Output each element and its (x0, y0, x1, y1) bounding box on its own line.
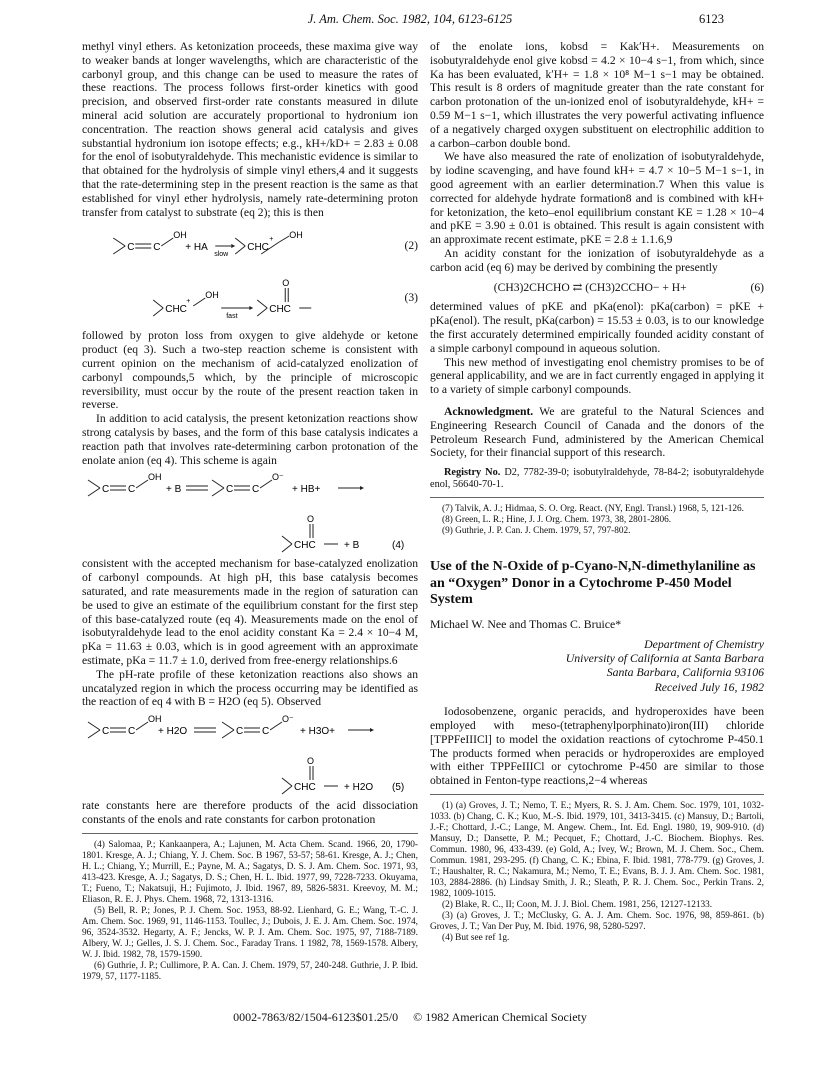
page-footer (0, 1010, 820, 1025)
footnote: (2) Blake, R. C., II; Coon, M. J. J. Biol. Chem. 1981, 256, 12127-12133. (442, 899, 713, 910)
svg-text:O⁻: O⁻ (272, 472, 284, 483)
equation-number: (6) (750, 280, 764, 294)
footnote: (4) But see ref 1g. (442, 932, 510, 943)
svg-text:C: C (102, 484, 110, 496)
footnote-divider (430, 497, 764, 498)
footnote: (1) (a) Groves, J. T.; Nemo, T. E.; Myers, R. S. J. Am. Chem. Soc. 1979, 101, 1032-1033. (b) Chang, C. K.; Kuo, M.-S. Ibid. 1979, 101, 3413-3415. (c) Mansuy, D.; Bartoli, J.-F.; Chottard, J.-C.; Lange, M. Angew. Chem., Int. Ed. Engl. 1980, 19, 909-910. (d) Mansuy, D.; Dansette, P. M.; Pecquet, F.; Chottard, J.-C. Biochem. Biophys. Res. Commun. 1980, 96, 433-439. (e) Gold, A.; Ivey, W.; Brown, M. J. Chem. Soc., Chem. Commun. 1981, 293-295. (f) Chang, C. K.; Ebina, F. Ibid. 1981, 778-779. (g) Groves, J. T.; Haushalter, R. C.; Nakamura, M.; Nemo, T. E.; Evans, B. J. J. Am. Chem. Soc. 1981, 103, 2884-2886. (h) Lindsay Smith, J. R.; Sleath, P. R. J. Chem. Soc., Perkin Trans. 2, 1982, 1009-1015. (430, 800, 764, 899)
base-catalysis-scheme (82, 470, 418, 554)
equation-text: (CH3)2CHCHO ⇄ (CH3)2CCHO− + H+ (493, 280, 687, 294)
affiliation-line: Department of Chemistry (644, 637, 764, 652)
paragraph: of the enolate ions, kobsd = KakʹH+. Measurements on isobutyraldehyde enol give kobsd = 4.2 × 10−4 s−1, from which, since Ka has been evaluated, kʹH+ = 1.8 × 10⁸ M−1 s−1 may be obtained. This result is 8 orders of magnitude greater than the rate constant for carbon protonation of the un-ionized enol of isobutyraldehyde, kH+ = 0.59 M−1 s−1, which illustrates the very powerful activating influence of a negatively charged oxygen substituent on electrophilic addition to a carbon–carbon double bond. (430, 40, 764, 150)
paragraph: consistent with the accepted mechanism for base-catalyzed enolization of carbonyl compounds. At high pH, this base catalysis becomes saturated, and rate measurements made in the region of saturation can be used to give an estimate of the equilibrium constant for the first step of this base-catalyzed route (eq 4). Measurements made on the enol of isobutyraldehyde lead to the enol acidity constant Ka = 2.4 × 10−4 M, pKa = 11.63 ± 0.03, which is in good agreement with an approximate estimate, pKa = 11.7 ± 1.0, derived from free-energy relationships.6 (82, 557, 418, 667)
svg-text:+ H2O: + H2O (158, 726, 188, 738)
svg-text:CHC: CHC (294, 540, 316, 552)
equation-number: (2) (404, 239, 418, 253)
footnote: (5) Bell, R. P.; Jones, P. J. Chem. Soc. 1953, 88-92. Lienhard, G. E.; Wang, T.-C. J. Am. Chem. Soc. 1969, 91, 1146-1153. Toullec, J.; Dubois, J. E. J. Am. Chem. Soc. 1974, 96, 3524-3532. Hegarty, A. F.; Jencks, W. P. J. Am. Chem. Soc. 1975, 97, 7188-7189. Albery, W. J.; Gelles, J. S. J. Chem. Soc., Faraday Trans. 1 1982, 78, 1569-1578. Albery, W. J. Ibid. 1982, 78, 1579-1590. (82, 905, 418, 960)
registry-heading: Registry No. (444, 467, 501, 479)
paragraph: The pH-rate profile of these ketonization reactions also shows an uncatalyzed region in which the process occurring may be identified as the reaction of eq 4 with B = H2O (eq 5). Observed (82, 667, 418, 709)
svg-text:C: C (262, 726, 270, 738)
footnote: (8) Green, L. R.; Hine, J. J. Org. Chem. 1973, 38, 2801-2806. (442, 515, 672, 526)
article-code: 0002-7863/82/1504-6123$01.25/0 (233, 1010, 399, 1024)
paragraph: This new method of investigating enol chemistry promises to be of general applicability, and we are in fact currently engaged in applying it to a variety of simple carbonyl compounds. (430, 355, 764, 397)
enol-protonation-scheme (82, 228, 404, 264)
svg-text:(4): (4) (392, 540, 405, 552)
svg-text:+ HB+: + HB+ (292, 484, 321, 496)
svg-text:fast: fast (226, 313, 238, 321)
svg-text:CHC: CHC (269, 304, 291, 316)
paragraph: Iodosobenzene, organic peracids, and hydroperoxides have been employed with meso-(tetraphenylporphinato)iron(III) chloride [TPPFeIIICl] to model the oxidation reactions of cytochrome P-450.1 The products formed when peracids or hydroperoxides are employed with either TPPFeIIICl or cytochrome P-450 are similar to those obtained in Fenton-type reactions,2−4 whereas (430, 705, 764, 788)
registry-text: D2, 7782-39-0; isobutylraldehyde, 78-84-2; isobutyraldehyde enol, 56640-70-1. (430, 467, 764, 491)
article-title: Use of the N-Oxide of p-Cyano-N,N-dimethylaniline as an “Oxygen” Donor in a Cytochrome P-450 Model System (430, 559, 756, 608)
paragraph: We have also measured the rate of enolization of isobutyraldehyde, by iodine scavenging, and have found kH+ = 4.7 × 10−5 M−1 s−1, in good agreement with an earlier determination.7 When this value is corrected for aldehyde hydrate formation8 and is combined with kH+ for ketonization, the keto–enol equilibrium constant KE = 1.28 × 10−4 and pKE = 3.90 ± 0.01 is obtained. This result is again consistent with an approximate recent estimate, pKE = 2.8 ± 1.1.6,9 (430, 150, 764, 247)
svg-text:OH: OH (148, 472, 162, 483)
paragraph: followed by proton loss from oxygen to give aldehyde or ketone product (eq 3). Such a two-step reaction scheme is consistent with current opinion on the mechanism of acid-catalyzed enolization of carbonyl compounds,5 which, by the principle of microscopic reversibility, must occur by the route of the present reaction taken in reverse. (82, 329, 418, 412)
equation-2 (82, 225, 418, 267)
svg-text:C: C (252, 484, 260, 496)
page-number: 6123 (699, 12, 724, 26)
water-catalysis-scheme (82, 712, 418, 796)
deprotonation-scheme (82, 276, 404, 320)
footnote-divider (430, 794, 764, 795)
acknowledgment-text: We are grateful to the Natural Sciences and Engineering Research Council of Canada and the donors of the Petroleum Research Fund, administered by the American Chemical Society, for their financial support of this research. (430, 404, 764, 460)
svg-text:slow: slow (214, 251, 229, 259)
article-authors: Michael W. Nee and Thomas C. Bruice* (430, 616, 622, 631)
footnote: (7) Talvik, A. J.; Hidmaa, S. O. Org. React. (NY, Engl. Transl.) 1968, 5, 121-126. (442, 504, 745, 515)
footnote: (6) Guthrie, J. P.; Cullimore, P. A. Can. J. Chem. 1979, 57, 240-248. Guthrie, J. P. Ibid. 1979, 57, 1177-1185. (82, 960, 418, 982)
affiliation (430, 637, 764, 679)
svg-text:+ B: + B (166, 484, 182, 496)
paragraph: determined values of pKE and pKa(enol): pKa(carbon) = pKE + pKa(enol). The result, pKa(carbon) = 15.53 ± 0.03, is to our knowledge the first accurately determined empirically founded acidity constant of a simple carbonyl compound in aqueous solution. (430, 300, 764, 355)
copyright: © 1982 American Chemical Society (413, 1010, 587, 1024)
svg-text:O: O (307, 756, 315, 767)
affiliation-line: University of California at Santa Barbara (565, 651, 764, 666)
footnote: (9) Guthrie, J. P. Can. J. Chem. 1979, 57, 797-802. (442, 526, 631, 537)
paragraph: methyl vinyl ethers. As ketonization proceeds, these maxima give way to weaker bands at longer wavelengths, which are characteristic of the carbonyl group, and this change can be used to measure the rates of these reactions. The process follows first-order kinetics with good precision, and observed first-order rate constants measured in dilute mineral acid solution are accurately proportional to hydronium ion concentration. The reaction shows general acid catalysis and gives substantial hydronium ion isotope effects; e.g., kH+/kD+ = 2.83 ± 0.08 for the enol of isobutyraldehyde. This mechanistic evidence is similar to that obtained for the hydrolysis of simple vinyl ethers,4 and it suggests that the rate-determining step in the present reaction is the same as that established for vinyl ether hydrolysis, namely rate-determining proton transfer from catalyst to substrate (eq 2); this is then (82, 40, 418, 219)
svg-text:C: C (127, 242, 135, 254)
svg-text:+ HA: + HA (185, 242, 208, 254)
equation-3 (82, 273, 418, 323)
equation-4 (82, 470, 418, 554)
svg-text:C: C (128, 484, 136, 496)
svg-text:OH: OH (173, 230, 187, 241)
journal-citation: J. Am. Chem. Soc. 1982, 104, 6123-6125 (307, 12, 513, 26)
equation-5 (82, 712, 418, 796)
footnotes (82, 840, 418, 983)
svg-text:C: C (153, 242, 161, 254)
svg-text:CHC: CHC (165, 304, 187, 316)
footnote: (4) Salomaa, P.; Kankaanpera, A.; Lajunen, M. Acta Chem. Scand. 1966, 20, 1790-1801. Kresge, A. J.; Chiang, Y. J. Chem. Soc. B 1967, 53-57; 58-61. Kresge, A. J.; Chen, H. L.; Chiang, Y.; Murrill, E.; Payne, M. A.; Sagatys, D. S. J. Am. Chem. Soc. 1971, 93, 413-423. Kresge, A. J.; Sagatys, D. S.; Chen, H. L. Ibid. 1977, 99, 7228-7233. Okuyama, T.; Fueno, T.; Nakatsuji, H.; Fujimoto, J. Ibid. 1967, 89, 5826-5831. Kreevoy, M. M.; Eliason, R. E. J. Phys. Chem. 1968, 72, 1313-1316. (82, 839, 418, 905)
svg-text:+ B: + B (344, 540, 360, 552)
svg-text:+: + (186, 298, 191, 306)
svg-text:C: C (128, 726, 136, 738)
registry-numbers (430, 467, 764, 491)
affiliation-line: Santa Barbara, California 93106 (606, 665, 764, 680)
acknowledgment (430, 405, 764, 460)
svg-text:(5): (5) (392, 782, 405, 794)
right-column (430, 40, 764, 944)
svg-text:C: C (226, 484, 234, 496)
left-column (82, 40, 418, 983)
svg-text:O⁻: O⁻ (282, 714, 294, 725)
footnotes (430, 504, 764, 537)
svg-text:CHC: CHC (247, 242, 269, 254)
svg-text:O: O (282, 278, 290, 289)
paragraph: rate constants here are therefore products of the acid dissociation constants of the enols and rate constants for carbon protonation (82, 799, 418, 826)
paragraph: An acidity constant for the ionization of isobutyraldehyde as a carbon acid (eq 6) may be derived by combining the presently (430, 246, 764, 274)
svg-text:+ H3O+: + H3O+ (300, 726, 336, 738)
svg-text:C: C (102, 726, 110, 738)
svg-text:CHC: CHC (294, 782, 316, 794)
svg-text:+: + (269, 236, 274, 244)
acknowledgment-heading: Acknowledgment. (444, 404, 534, 418)
svg-text:+ H2O: + H2O (344, 782, 374, 794)
equation-number: (3) (404, 291, 418, 305)
svg-text:OH: OH (205, 290, 219, 301)
svg-text:OH: OH (289, 230, 303, 241)
footnote: (3) (a) Groves, J. T.; McClusky, G. A. J. Am. Chem. Soc. 1976, 98, 859-861. (b) Groves, J. T.; Van Der Puy, M. Ibid. 1976, 98, 5280-5297. (430, 910, 764, 932)
svg-text:C: C (236, 726, 244, 738)
equation-6 (430, 281, 764, 295)
running-header (0, 12, 820, 32)
footnote-divider (82, 833, 418, 834)
svg-text:OH: OH (148, 714, 162, 725)
footnotes (430, 801, 764, 944)
paragraph: In addition to acid catalysis, the present ketonization reactions show strong catalysis by bases, and the form of this base catalysis indicates a reaction path that involves rate-determining carbon protonation of the enolate anion (eq 4). This scheme is again (82, 412, 418, 467)
received-date: Received July 16, 1982 (654, 680, 764, 695)
svg-text:O: O (307, 514, 315, 525)
